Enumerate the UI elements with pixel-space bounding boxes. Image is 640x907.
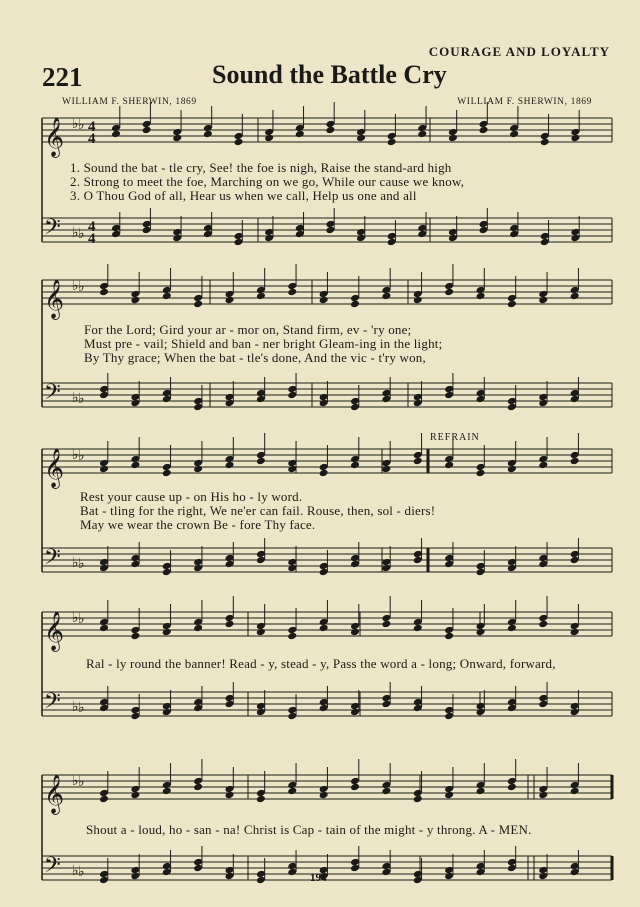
note-head (130, 461, 140, 470)
flat-sign: ♭ (72, 699, 79, 715)
note-head (225, 461, 235, 470)
flat-sign: ♭ (72, 225, 79, 241)
flat-sign: ♭ (72, 773, 79, 789)
note-head (162, 628, 172, 637)
note-head (99, 465, 109, 474)
note-head (325, 126, 335, 135)
flat-sign: ♭ (78, 226, 85, 242)
flat-sign: ♭ (78, 556, 85, 572)
note-head (507, 300, 517, 309)
flat-sign: ♭ (72, 447, 79, 463)
note-head (99, 795, 109, 804)
lyric-line: By Thy grace; When the bat - tle's done, And the vic - t'ry won, (84, 350, 426, 365)
note-head (287, 632, 297, 641)
note-head (142, 126, 152, 135)
note-head (287, 288, 297, 297)
note-head (417, 130, 427, 139)
words-credit: WILLIAM F. SHERWIN, 1869 (62, 97, 197, 107)
note-head (570, 787, 580, 796)
note-head (413, 296, 423, 305)
note-head (350, 783, 360, 792)
note-head (476, 787, 486, 796)
lyric-line: Bat - tling for the right, We ne'er can fail. Rouse, then, sol - diers! (80, 503, 436, 518)
time-signature: 4 (88, 219, 96, 235)
note-head (413, 795, 423, 804)
note-head (256, 292, 266, 301)
note-head (413, 457, 423, 466)
note-head (162, 469, 172, 478)
note-head (193, 300, 203, 309)
note-head (111, 130, 121, 139)
note-head (540, 138, 550, 147)
hymn-title: Sound the Battle Cry (212, 60, 447, 89)
lyric-line: Rest your cause up - on His ho - ly word. (80, 489, 303, 504)
lyric-line: 3. O Thou God of all, Hear us when we call, Help us one and all (70, 188, 417, 203)
note-head (350, 300, 360, 309)
note-head (570, 292, 580, 301)
note-head (130, 791, 140, 800)
treble-clef: 𝄞 (44, 279, 65, 319)
flat-sign: ♭ (78, 448, 85, 464)
note-head (356, 134, 366, 143)
note-head (381, 292, 391, 301)
flat-sign: ♭ (72, 278, 79, 294)
flat-sign: ♭ (78, 391, 85, 407)
lyric-line: For the Lord; Gird your ar - mor on, Stand firm, ev - 'ry one; (84, 322, 412, 337)
note-head (162, 292, 172, 301)
note-head (387, 138, 397, 147)
note-head (225, 791, 235, 800)
note-head (444, 632, 454, 641)
note-head (350, 461, 360, 470)
note-head (287, 787, 297, 796)
flat-sign: ♭ (72, 116, 79, 132)
note-head (448, 134, 458, 143)
note-head (203, 130, 213, 139)
note-head (234, 138, 244, 147)
lyric-line: Must pre - vail; Shield and ban - ner bright Gleam-ing in the light; (84, 336, 443, 351)
note-head (570, 628, 580, 637)
refrain-label: REFRAIN (430, 432, 480, 443)
note-head (193, 624, 203, 633)
note-head (319, 791, 329, 800)
treble-clef: 𝄞 (44, 448, 65, 488)
flat-sign: ♭ (78, 611, 85, 627)
flat-sign: ♭ (72, 555, 79, 571)
note-head (507, 783, 517, 792)
treble-clef: 𝄞 (44, 611, 65, 651)
flat-sign: ♭ (72, 610, 79, 626)
note-head (476, 292, 486, 301)
time-signature: 4 (88, 131, 96, 147)
note-head (570, 457, 580, 466)
section-heading: COURAGE AND LOYALTY (428, 44, 610, 59)
note-head (225, 296, 235, 305)
flat-sign: ♭ (78, 117, 85, 133)
note-head (570, 134, 580, 143)
note-head (99, 624, 109, 633)
note-head (479, 126, 489, 135)
lyric-line: May we wear the crown Be - fore Thy face. (80, 517, 316, 532)
note-head (507, 624, 517, 633)
note-head (225, 620, 235, 629)
note-head (538, 791, 548, 800)
note-head (476, 469, 486, 478)
note-head (381, 465, 391, 474)
note-head (381, 787, 391, 796)
note-head (319, 469, 329, 478)
hymn-number: 221 (42, 62, 83, 92)
treble-clef: 𝄞 (44, 117, 65, 157)
note-head (538, 296, 548, 305)
lyric-line: Shout a - loud, ho - san - na! Christ is Cap - tain of the might - y throng. A - MEN. (86, 822, 532, 837)
note-head (538, 461, 548, 470)
flat-sign: ♭ (78, 700, 85, 716)
flat-sign: ♭ (72, 863, 79, 879)
note-head (381, 620, 391, 629)
note-head (319, 296, 329, 305)
note-head (256, 795, 266, 804)
lyric-line: Ral - ly round the banner! Read - y, stead - y, Pass the word a - long; Onward, forward, (86, 656, 556, 671)
note-head (444, 461, 454, 470)
note-head (162, 787, 172, 796)
note-head (444, 791, 454, 800)
note-head (295, 130, 305, 139)
note-head (256, 628, 266, 637)
flat-sign: ♭ (78, 279, 85, 295)
lyric-line: 2. Strong to meet the foe, Marching on we go, While our cause we know, (70, 174, 465, 189)
note-head (538, 620, 548, 629)
bass-clef: 𝄢 (44, 689, 61, 719)
note-head (350, 628, 360, 637)
time-signature: 4 (88, 119, 96, 135)
note-head (99, 288, 109, 297)
note-head (130, 296, 140, 305)
flat-sign: ♭ (72, 390, 79, 406)
note-head (444, 288, 454, 297)
bass-clef: 𝄢 (44, 380, 61, 410)
note-head (319, 624, 329, 633)
note-head (509, 130, 519, 139)
flat-sign: ♭ (78, 774, 85, 790)
note-head (193, 465, 203, 474)
page-number: 194 (310, 872, 327, 884)
note-head (130, 632, 140, 641)
note-head (256, 457, 266, 466)
music-credit: WILLIAM F. SHERWIN, 1869 (457, 97, 592, 107)
note-head (507, 465, 517, 474)
lyric-line: 1. Sound the bat - tle cry, See! the foe is nigh, Raise the stand-ard high (70, 160, 452, 175)
bass-clef: 𝄢 (44, 853, 61, 883)
note-head (172, 134, 182, 143)
note-head (193, 783, 203, 792)
note-head (413, 624, 423, 633)
treble-clef: 𝄞 (44, 774, 65, 814)
note-head (264, 134, 274, 143)
bass-clef: 𝄢 (44, 215, 61, 245)
bass-clef: 𝄢 (44, 545, 61, 575)
time-signature: 4 (88, 231, 96, 247)
flat-sign: ♭ (78, 864, 85, 880)
